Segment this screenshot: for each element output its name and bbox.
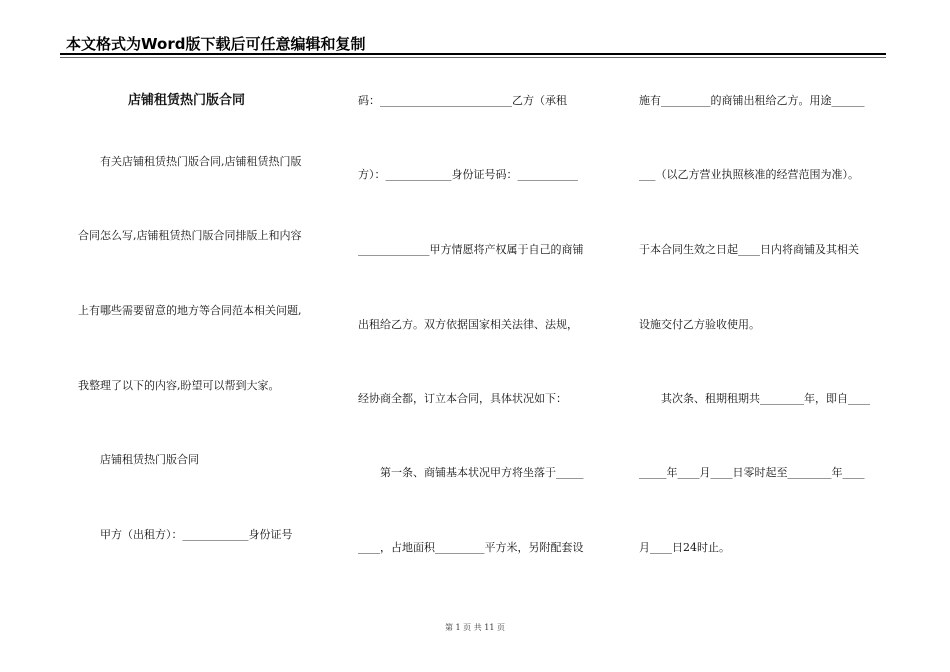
- text-line: _____________甲方情愿将产权属于自己的商铺: [358, 243, 584, 256]
- document-banner: 本文格式为Word版下载后可任意编辑和复制: [66, 35, 366, 53]
- text-line: 其次条、租期租期共________年，即自____: [661, 392, 870, 405]
- text-line: 施有_________的商铺出租给乙方。用途______: [639, 94, 865, 107]
- text-line: 有关店铺租赁热门版合同,店铺租赁热门版: [100, 155, 302, 168]
- text-line: 经协商全都，订立本合同，具体状况如下：: [358, 392, 567, 405]
- text-line: 第一条、商铺基本状况甲方将坐落于_____: [380, 466, 584, 479]
- text-line: 设施交付乙方验收使用。: [639, 318, 760, 331]
- text-line: 上有哪些需要留意的地方等合同范本相关问题,: [78, 304, 302, 317]
- text-line: 于本合同生效之日起____日内将商铺及其相关: [639, 243, 859, 256]
- text-line: 方）：____________身份证号码：___________: [358, 168, 578, 181]
- text-line: 我整理了以下的内容,盼望可以帮到大家。: [78, 379, 280, 392]
- header-rule-thin: [60, 57, 886, 58]
- text-line: ___（以乙方营业执照核准的经营范围为准）。: [639, 168, 859, 181]
- text-line: 合同怎么写,店铺租赁热门版合同排版上和内容: [78, 229, 302, 242]
- text-line: 码：________________________乙方（承租: [358, 94, 567, 107]
- text-line: ____，占地面积_________平方米，另附配套设: [358, 541, 584, 554]
- text-line: 出租给乙方。双方依据国家相关法律、法规，: [358, 318, 578, 331]
- page-number: 第 1 页 共 11 页: [445, 623, 505, 632]
- text-line: 甲方（出租方）：____________身份证号: [100, 528, 293, 541]
- text-line: _____年____月____日零时起至________年____: [639, 466, 865, 479]
- section-heading: 店铺租赁热门版合同: [100, 453, 199, 466]
- header-rule: [60, 53, 886, 55]
- text-line: 月____日24时止。: [639, 541, 730, 554]
- document-title: 店铺租赁热门版合同: [128, 93, 246, 108]
